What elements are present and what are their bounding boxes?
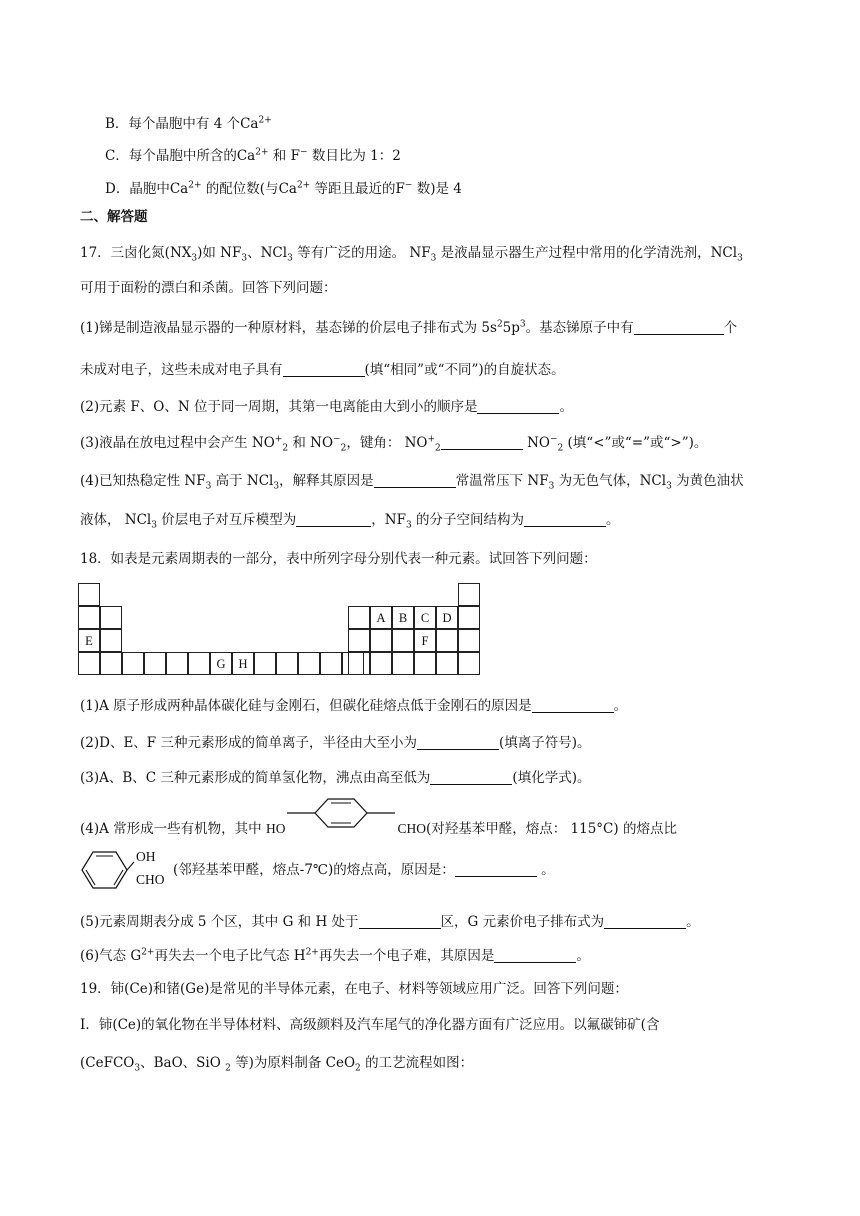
table-cell [458,606,480,629]
table-cell-b: B [392,606,414,629]
table-cell [348,606,370,629]
table-cell [166,652,188,675]
table-cell [78,606,100,629]
q18-part4-cont: (邻羟基苯甲醛，熔点-7℃)的熔点高，原因是： 。 [173,862,555,878]
q17-part1: (1)锑是制造液晶显示器的一种原材料，基态锑的价层电子排布式为 $5s^25p^3$。基态锑原子中有 个 [80,319,738,336]
table-cell [298,652,320,675]
table-cell [254,652,276,675]
table-cell [100,606,122,629]
table-cell [100,652,122,675]
q17-part1-cont: 未成对电子，这些未成对电子具有 (填“相同”或“不同”)的自旋状态。 [80,362,565,378]
q19-line1: I．铈(Ce)的氧化物在半导体材料、高级颜料及汽车尾气的净化器方面有广泛应用。以氟碳铈矿(含 [80,1017,660,1033]
table-cell [414,652,436,675]
table-cell [320,652,342,675]
table-cell [436,652,458,675]
table-cell [100,629,122,652]
q18-part5: (5)元素周期表分成 5 个区，其中 G 和 H 处于 区，G 元素价电子排布式为 。 [80,914,700,930]
q18-part6: (6)气态 $G^{2+}$再失去一个电子比气态 $H^{2+}$再失去一个电子难，其原因是 。 [80,947,590,964]
cho-label: CHO [136,872,165,887]
answer-blank [441,434,523,450]
answer-blank [296,511,371,527]
section-heading: 二、解答题 [80,209,148,225]
table-cell-e: E [78,629,100,652]
table-cell [392,652,414,675]
table-cell-f: F [414,629,436,652]
q19-line2: (CeFCO$_3$、BaO、SiO $_2$ 等)为原料制备 CeO$_2$ 的工艺流程如图： [80,1055,474,1074]
table-cell [144,652,166,675]
table-cell [188,652,210,675]
answer-blank [477,398,559,414]
option-d: D．晶胞中$Ca^{2+}$ 的配位数(与$Ca^{2+}$ 等距且最近的F− 数)是 4 [105,180,462,197]
table-cell [436,629,458,652]
table-cell-a: A [370,606,392,629]
answer-blank [604,913,686,929]
table-cell [370,629,392,652]
benzene-ring-icon [285,804,397,824]
option-c: C．每个晶胞中所含的$Ca^{2+}$ 和 F− 数目比为 1：2 [105,147,401,164]
table-cell [370,652,392,675]
table-cell [78,652,100,675]
answer-blank [374,472,456,488]
q18-part2: (2)D、E、F 三种元素形成的简单离子，半径由大至小为 (填离子符号)。 [80,735,591,751]
q18-part1: (1)A 原子形成两种晶体碳化硅与金刚石，但碳化硅熔点低于金刚石的原因是 。 [80,698,628,714]
table-cell [348,652,370,675]
answer-blank [524,511,606,527]
answer-blank [359,913,441,929]
oh-label: OH [136,849,156,864]
answer-blank [430,769,512,785]
q18-part3: (3)A、B、C 三种元素形成的简单氢化物，沸点由高至低为 (填化学式)。 [80,770,591,786]
table-cell-d: D [436,606,458,629]
q19-intro: 19．铈(Ce)和锗(Ge)是常见的半导体元素，在电子、材料等领域应用广泛。回答下列问题： [80,981,628,997]
table-cell [276,652,298,675]
table-cell-c: C [414,606,436,629]
answer-blank [283,361,365,377]
q18-intro: 18．如表是元素周期表的一部分，表中所列字母分别代表一种元素。试回答下列问题： [80,551,597,567]
q18-part4: (4)A 常形成一些有机物，其中 HO CHO(对羟基苯甲醛，熔点： 115°C) 的熔点比 [80,804,677,839]
periodic-table [78,583,490,679]
table-cell [392,629,414,652]
answer-blank [532,697,614,713]
q17-part2: (2)元素 F、O、N 位于同一周期，其第一电离能由大到小的顺序是 。 [80,399,573,415]
answer-blank [494,947,576,963]
table-cell [458,629,480,652]
q17-part4-cont: 液体， NCl$_3$ 价层电子对互斥模型为 ，$NF_3$ 的分子空间结构为 。 [80,512,620,531]
option-b: B．每个晶胞中有 4 个$Ca^{2+}$ [105,115,272,132]
table-cell [348,629,370,652]
q17-line1: 17．三卤化氮$(NX_3)$如 $NF_3$、NCl$_3$ 等有广泛的用途。 $NF_3$ 是液晶显示器生产过程中常用的化学清洗剂，NCl$_3$ [80,245,743,264]
q17-part4: (4)已知热稳定性 $NF_3$ 高于 NCl$_3$，解释其原因是 常温常压下 $NF_3$ 为无色气体，NCl$_3$ 为黄色油状 [80,473,744,492]
table-cell-g: G [210,652,232,675]
answer-blank [455,861,537,877]
q17-part3: (3)液晶在放电过程中会产生 $NO^+_2$ 和 $NO^-_2$，键角： $NO^+_2$ $NO^-_2$ (填“<”或“=”或“>”)。 [80,434,708,454]
table-cell [78,583,100,606]
table-cell-h: H [232,652,254,675]
table-cell [458,652,480,675]
answer-blank [417,734,499,750]
table-cell [458,583,480,606]
table-cell [122,652,144,675]
q17-line2: 可用于面粉的漂白和杀菌。回答下列问题： [80,280,337,296]
answer-blank [634,319,724,335]
